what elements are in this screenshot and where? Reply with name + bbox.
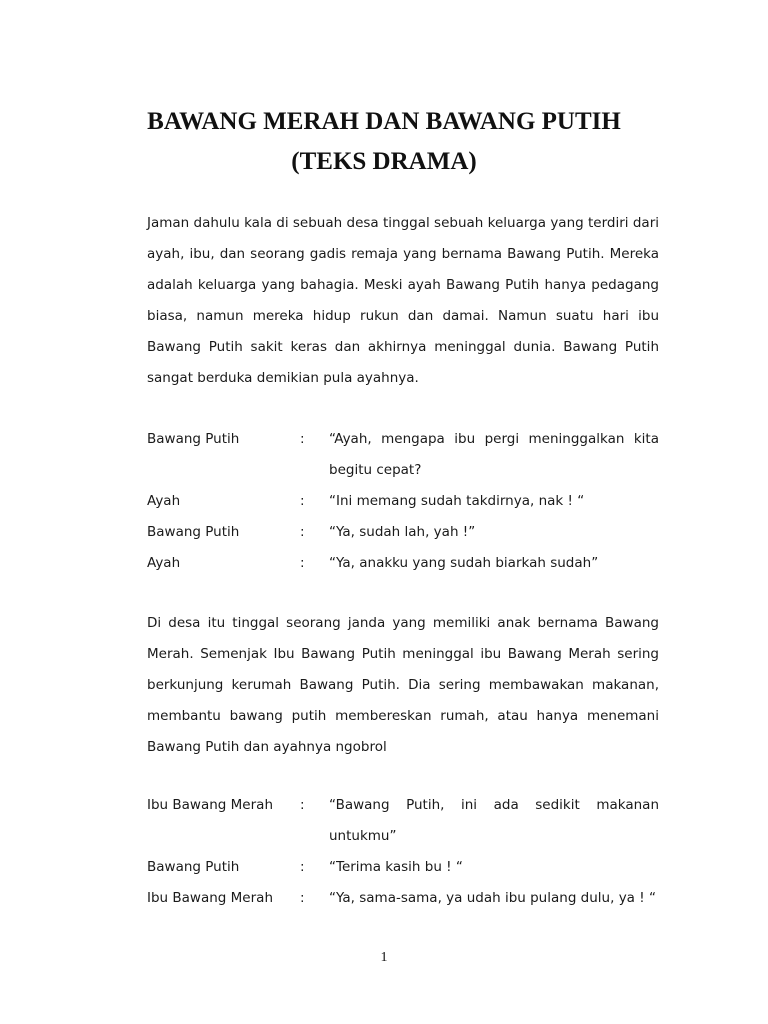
colon-separator: : bbox=[300, 890, 305, 906]
dialogue-row bbox=[147, 883, 659, 914]
dialogue-row bbox=[147, 548, 659, 579]
speaker-name: Ayah bbox=[147, 493, 181, 509]
dialogue-row bbox=[147, 852, 659, 883]
dialogue-block-2 bbox=[147, 790, 659, 914]
colon-separator: : bbox=[300, 555, 305, 571]
dialogue-line: “Ya, sama-sama, ya udah ibu pulang dulu, ya ! “ bbox=[329, 890, 656, 906]
speaker-name: Bawang Putih bbox=[147, 431, 240, 447]
speaker-name: Ibu Bawang Merah bbox=[147, 890, 273, 906]
dialogue-row bbox=[147, 790, 659, 852]
dialogue-line: “Bawang Putih, ini ada sedikit makanan untukmu” bbox=[329, 797, 659, 844]
dialogue-block-1 bbox=[147, 424, 659, 579]
title-line-2: (TEKS DRAMA) bbox=[291, 148, 477, 175]
speaker-name: Ayah bbox=[147, 555, 181, 571]
colon-separator: : bbox=[300, 431, 305, 447]
dialogue-line: “Ini memang sudah takdirnya, nak ! “ bbox=[329, 493, 585, 509]
colon-separator: : bbox=[300, 859, 305, 875]
speaker-name: Ibu Bawang Merah bbox=[147, 797, 273, 813]
dialogue-line: “Ya, anakku yang sudah biarkah sudah” bbox=[329, 555, 599, 571]
dialogue-line: “Ya, sudah lah, yah !” bbox=[329, 524, 476, 540]
speaker-name: Bawang Putih bbox=[147, 524, 240, 540]
dialogue-line: “Terima kasih bu ! “ bbox=[329, 859, 463, 875]
page-number: 1 bbox=[380, 950, 388, 965]
narration-paragraph-1: Jaman dahulu kala di sebuah desa tinggal sebuah keluarga yang terdiri dari ayah, ibu, dan seorang gadis remaja yang bernama Bawang Putih. Mereka adalah keluarga yang bahagia. Meski ayah Bawang Putih hanya pedagang biasa, namun mereka hidup rukun dan damai. Namun suatu hari ibu Bawang Putih sakit keras dan akhirnya meninggal dunia. Bawang Putih sangat berduka demikian pula ayahnya. bbox=[147, 215, 659, 386]
colon-separator: : bbox=[300, 493, 305, 509]
dialogue-line: “Ayah, mengapa ibu pergi meninggalkan kita begitu cepat? bbox=[329, 431, 659, 478]
dialogue-row bbox=[147, 517, 659, 548]
colon-separator: : bbox=[300, 524, 305, 540]
dialogue-row bbox=[147, 486, 659, 517]
title-line-1: BAWANG MERAH DAN BAWANG PUTIH bbox=[147, 108, 621, 135]
dialogue-row bbox=[147, 424, 659, 486]
speaker-name: Bawang Putih bbox=[147, 859, 240, 875]
narration-paragraph-2: Di desa itu tinggal seorang janda yang memiliki anak bernama Bawang Merah. Semenjak Ibu Bawang Putih meninggal ibu Bawang Merah sering berkunjung kerumah Bawang Putih. Dia sering membawakan makanan, membantu bawang putih membereskan rumah, atau hanya menemani Bawang Putih dan ayahnya ngobrol bbox=[147, 615, 659, 755]
colon-separator: : bbox=[300, 797, 305, 813]
